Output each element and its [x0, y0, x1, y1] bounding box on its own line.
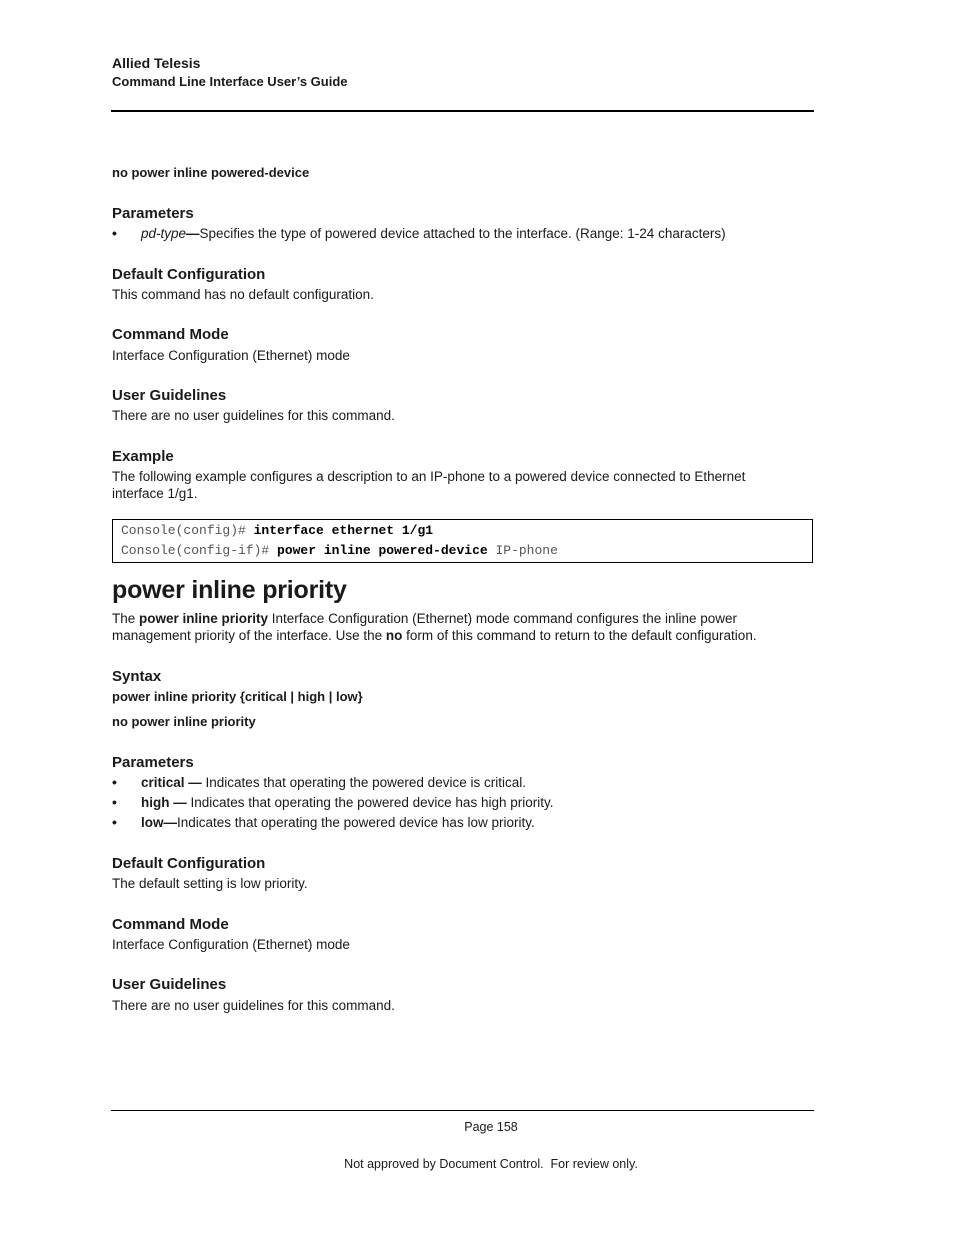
- param-desc: Indicates that operating the powered device has low priority.: [177, 815, 535, 830]
- user-guidelines-heading: User Guidelines: [112, 387, 227, 404]
- syntax-command: power inline priority {critical | high | low}: [112, 689, 363, 704]
- page-number: Page 158: [464, 1120, 518, 1134]
- code-line: [121, 523, 433, 538]
- intro-command-name: power inline priority: [139, 611, 269, 626]
- intro-text: form of this command to return to the default configuration.: [402, 628, 757, 643]
- intro-line2: [112, 628, 757, 643]
- user-guidelines-heading: User Guidelines: [112, 976, 227, 993]
- default-config-heading: Default Configuration: [112, 855, 266, 872]
- bullet-icon: •: [112, 774, 117, 790]
- command-mode-text: Interface Configuration (Ethernet) mode: [112, 348, 350, 363]
- example-text-line2: interface 1/g1.: [112, 486, 198, 501]
- code-command: interface ethernet 1/g1: [253, 523, 434, 538]
- param-desc: Indicates that operating the powered device has high priority.: [186, 795, 554, 810]
- param-desc: Indicates that operating the powered device is critical.: [201, 775, 526, 790]
- bullet-icon: •: [112, 794, 117, 810]
- code-example-box: [112, 519, 813, 563]
- intro-text: The: [112, 611, 140, 626]
- command-mode-heading: Command Mode: [112, 916, 229, 933]
- bullet-icon: •: [112, 814, 117, 830]
- example-heading: Example: [112, 448, 174, 465]
- code-line: [121, 543, 558, 558]
- syntax-heading: Syntax: [112, 668, 162, 685]
- code-argument: IP-phone: [487, 543, 558, 558]
- code-prompt: Console(config)#: [121, 523, 254, 538]
- param-dash: —: [186, 226, 200, 241]
- company-name: Allied Telesis: [112, 55, 201, 71]
- footer-divider: [111, 1110, 814, 1111]
- review-notice: Not approved by Document Control. For review only.: [344, 1157, 638, 1171]
- default-config-text: This command has no default configuration.: [112, 287, 374, 302]
- code-command: power inline powered-device: [277, 543, 488, 558]
- intro-line1: [112, 611, 737, 626]
- param-name: low—: [141, 815, 177, 830]
- param-item-low: [141, 815, 535, 830]
- example-text-line1: The following example configures a description to an IP-phone to a powered device connected to Ethernet: [112, 469, 746, 484]
- intro-no-keyword: no: [385, 628, 403, 643]
- command-mode-text: Interface Configuration (Ethernet) mode: [112, 937, 350, 952]
- param-item-high: [141, 795, 553, 810]
- param-name: high —: [141, 795, 187, 810]
- section-title: power inline priority: [112, 576, 347, 604]
- user-guidelines-text: There are no user guidelines for this command.: [112, 408, 395, 423]
- param-item: [141, 226, 726, 241]
- param-name: pd-type: [141, 226, 187, 241]
- parameters-heading: Parameters: [112, 754, 194, 771]
- param-item-critical: [141, 775, 526, 790]
- default-config-heading: Default Configuration: [112, 266, 266, 283]
- param-desc: Specifies the type of powered device attached to the interface. (Range: 1-24 characters): [199, 226, 726, 241]
- intro-text: management priority of the interface. Use the: [112, 628, 386, 643]
- code-prompt: Console(config-if)#: [121, 543, 278, 558]
- no-command-syntax: no power inline priority: [112, 714, 256, 729]
- command-mode-heading: Command Mode: [112, 326, 229, 343]
- user-guidelines-text: There are no user guidelines for this command.: [112, 998, 395, 1013]
- intro-text: Interface Configuration (Ethernet) mode command configures the inline power: [268, 611, 738, 626]
- bullet-icon: •: [112, 225, 117, 241]
- no-command-syntax: no power inline powered-device: [112, 165, 310, 180]
- param-name: critical —: [141, 775, 202, 790]
- default-config-text: The default setting is low priority.: [112, 876, 308, 891]
- parameters-heading: Parameters: [112, 205, 194, 222]
- guide-title: Command Line Interface User’s Guide: [112, 74, 348, 89]
- header-divider: [111, 110, 814, 112]
